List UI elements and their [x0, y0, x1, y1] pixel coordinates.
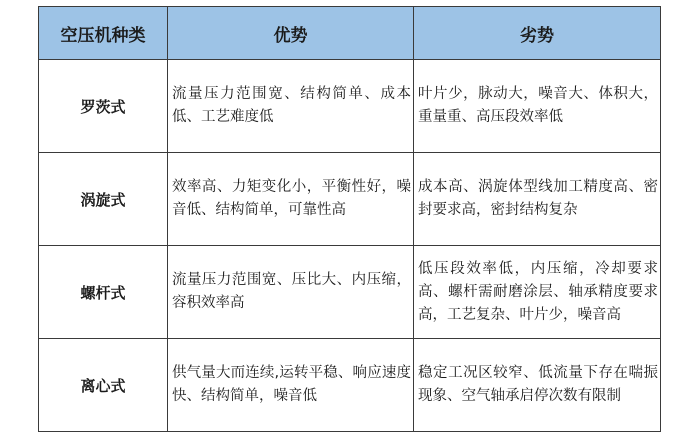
table-row [39, 60, 661, 153]
disadvantage-cell: 低压段效率低，内压缩，冷却要求高、螺杆需耐磨涂层、轴承精度要求高，工艺复杂、叶片少，噪音高 [414, 246, 661, 339]
table-row [39, 246, 661, 339]
advantage-cell: 流量压力范围宽、结构简单、成本低、工艺难度低 [168, 60, 414, 153]
header-type: 空压机种类 [39, 7, 168, 60]
disadvantage-cell: 稳定工况区较窄、低流量下存在喘振现象、空气轴承启停次数有限制 [414, 339, 661, 432]
table-row [39, 153, 661, 246]
compressor-type-cell: 离心式 [39, 339, 168, 432]
compressor-comparison-table-wrapper [38, 6, 660, 432]
header-advantage: 优势 [168, 7, 414, 60]
compressor-type-cell: 罗茨式 [39, 60, 168, 153]
table-row [39, 339, 661, 432]
header-row [39, 7, 661, 60]
table-header [39, 7, 661, 60]
advantage-cell: 效率高、力矩变化小，平衡性好，噪音低、结构简单，可靠性高 [168, 153, 414, 246]
compressor-type-cell: 涡旋式 [39, 153, 168, 246]
table-body [39, 60, 661, 432]
disadvantage-cell: 叶片少，脉动大，噪音大、体积大，重量重、高压段效率低 [414, 60, 661, 153]
header-disadvantage: 劣势 [414, 7, 661, 60]
advantage-cell: 流量压力范围宽、压比大、内压缩，容积效率高 [168, 246, 414, 339]
compressor-type-cell: 螺杆式 [39, 246, 168, 339]
compressor-comparison-table [38, 6, 661, 432]
advantage-cell: 供气量大而连续,运转平稳、响应速度快、结构简单，噪音低 [168, 339, 414, 432]
disadvantage-cell: 成本高、涡旋体型线加工精度高、密封要求高，密封结构复杂 [414, 153, 661, 246]
